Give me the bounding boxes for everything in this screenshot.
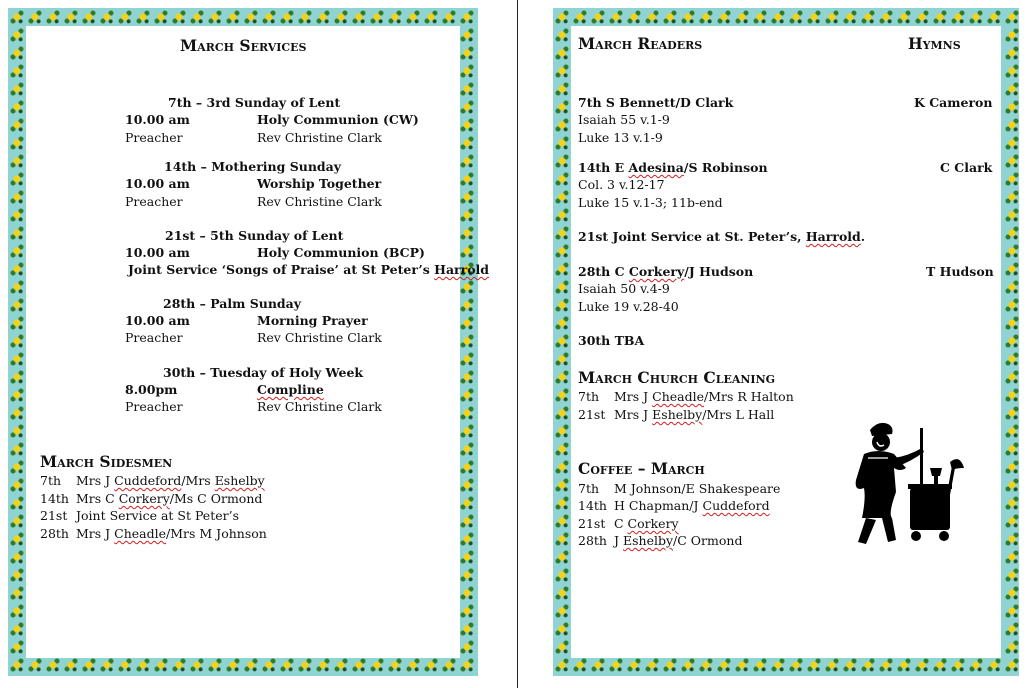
- coffee-date: 21st: [578, 516, 606, 531]
- name-part: Mrs J: [76, 526, 115, 541]
- services-heading: March Services: [180, 36, 307, 55]
- sidesmen-names: [76, 525, 267, 542]
- name-part: Cuddeford: [114, 473, 182, 488]
- service-role: Preacher: [125, 130, 183, 145]
- service-person: Rev Christine Clark: [257, 330, 382, 345]
- service-person: Rev Christine Clark: [257, 399, 382, 414]
- cleaning-heading: March Church Cleaning: [578, 368, 776, 387]
- service-note: [128, 261, 489, 278]
- service-title: 7th – 3rd Sunday of Lent: [168, 95, 341, 110]
- sidesmen-date: 14th: [40, 491, 69, 506]
- service-person: Rev Christine Clark: [257, 194, 382, 209]
- title-part: 14th E: [578, 160, 629, 175]
- readers-heading: March Readers: [578, 34, 703, 53]
- name-part: /Mrs R Halton: [704, 389, 794, 404]
- coffee-names: M Johnson/E Shakespeare: [614, 481, 781, 496]
- coffee-names: [614, 497, 770, 514]
- name-part: Corkery: [627, 516, 679, 531]
- reader-title: [578, 263, 753, 280]
- sidesmen-date: 7th: [40, 473, 62, 488]
- name-part: Cuddeford: [702, 498, 770, 513]
- service-time: 10.00 am: [125, 245, 190, 260]
- cleaning-names: [614, 406, 774, 423]
- hymns-heading: Hymns: [908, 34, 961, 53]
- sidesmen-names: [76, 472, 265, 489]
- service-role: Preacher: [125, 194, 183, 209]
- sidesmen-names: [76, 490, 262, 507]
- name-part: Mrs J: [76, 473, 115, 488]
- name-part: /Mrs L Hall: [702, 407, 775, 422]
- service-title: 28th – Palm Sunday: [163, 296, 302, 311]
- name-part: C: [614, 516, 628, 531]
- name-part: Cheadle: [114, 526, 167, 541]
- reading: Luke 15 v.1-3; 11b-end: [578, 195, 723, 210]
- service-name: Worship Together: [257, 176, 382, 191]
- coffee-names: [614, 515, 679, 532]
- service-name: Holy Communion (BCP): [257, 245, 425, 260]
- coffee-names: [614, 532, 742, 549]
- service-time: 10.00 am: [125, 176, 190, 191]
- name-part: /Mrs: [181, 473, 215, 488]
- reading: Luke 13 v.1-9: [578, 130, 663, 145]
- service-note-place: Harrold: [434, 262, 490, 277]
- coffee-date: 14th: [578, 498, 607, 513]
- reading: Luke 19 v.28-40: [578, 299, 679, 314]
- title-part: Harrold: [805, 229, 861, 244]
- reading: Isaiah 55 v.1-9: [578, 112, 670, 127]
- coffee-date: 7th: [578, 481, 600, 496]
- service-name: Compline: [257, 382, 324, 397]
- name-part: /Ms C Ormond: [169, 491, 263, 506]
- title-part: /J Hudson: [684, 264, 754, 279]
- reader-title: 30th TBA: [578, 333, 645, 348]
- service-note-text: Joint Service ‘Songs of Praise’ at St Peter’s: [128, 262, 435, 277]
- sidesmen-date: 21st: [40, 508, 68, 523]
- title-part: Corkery: [628, 264, 685, 279]
- service-person: Rev Christine Clark: [257, 130, 382, 145]
- coffee-heading: Coffee – March: [578, 459, 705, 478]
- service-role: Preacher: [125, 330, 183, 345]
- service-title: 21st – 5th Sunday of Lent: [165, 228, 344, 243]
- name-part: Eshelby: [652, 407, 703, 422]
- reader-title: [578, 228, 865, 245]
- reader-title: 7th S Bennett/D Clark: [578, 95, 734, 110]
- sidesmen-date: 28th: [40, 526, 69, 541]
- reader-title: [578, 159, 768, 176]
- name-part: Mrs C: [76, 491, 119, 506]
- name-part: Mrs J: [614, 389, 653, 404]
- coffee-date: 28th: [578, 533, 607, 548]
- cleaning-date: 21st: [578, 407, 606, 422]
- hymns-person: K Cameron: [914, 95, 993, 110]
- sidesmen-heading: March Sidesmen: [40, 452, 173, 471]
- hymns-person: T Hudson: [926, 264, 994, 279]
- service-role: Preacher: [125, 399, 183, 414]
- title-part: /S Robinson: [683, 160, 768, 175]
- name-part: J: [614, 533, 623, 548]
- center-divider: [517, 0, 518, 688]
- sidesmen-names: Joint Service at St Peter’s: [76, 508, 239, 523]
- name-part: Corkery: [118, 491, 170, 506]
- reading: Col. 3 v.12-17: [578, 177, 665, 192]
- name-part: Eshelby: [214, 473, 265, 488]
- name-part: Eshelby: [622, 533, 674, 548]
- title-part: 28th C: [578, 264, 629, 279]
- cleaning-names: [614, 388, 794, 405]
- service-name: Morning Prayer: [257, 313, 368, 328]
- service-title: 30th – Tuesday of Holy Week: [163, 365, 364, 380]
- cleaning-date: 7th: [578, 389, 600, 404]
- service-time: 10.00 am: [125, 313, 190, 328]
- title-part: Adesina: [628, 160, 684, 175]
- service-time: 8.00pm: [125, 382, 178, 397]
- name-part: Cheadle: [652, 389, 705, 404]
- cleaner-with-cart-icon: [848, 418, 970, 546]
- title-part: .: [860, 229, 866, 244]
- name-part: /C Ormond: [673, 533, 743, 548]
- service-name: Holy Communion (CW): [257, 112, 419, 127]
- name-part: /Mrs M Johnson: [166, 526, 267, 541]
- service-time: 10.00 am: [125, 112, 190, 127]
- reading: Isaiah 50 v.4-9: [578, 281, 670, 296]
- name-part: H Chapman/J: [614, 498, 703, 513]
- hymns-person: C Clark: [940, 160, 993, 175]
- service-title: 14th – Mothering Sunday: [164, 159, 342, 174]
- name-part: Mrs J: [614, 407, 653, 422]
- title-part: 21st Joint Service at St. Peter’s,: [578, 229, 806, 244]
